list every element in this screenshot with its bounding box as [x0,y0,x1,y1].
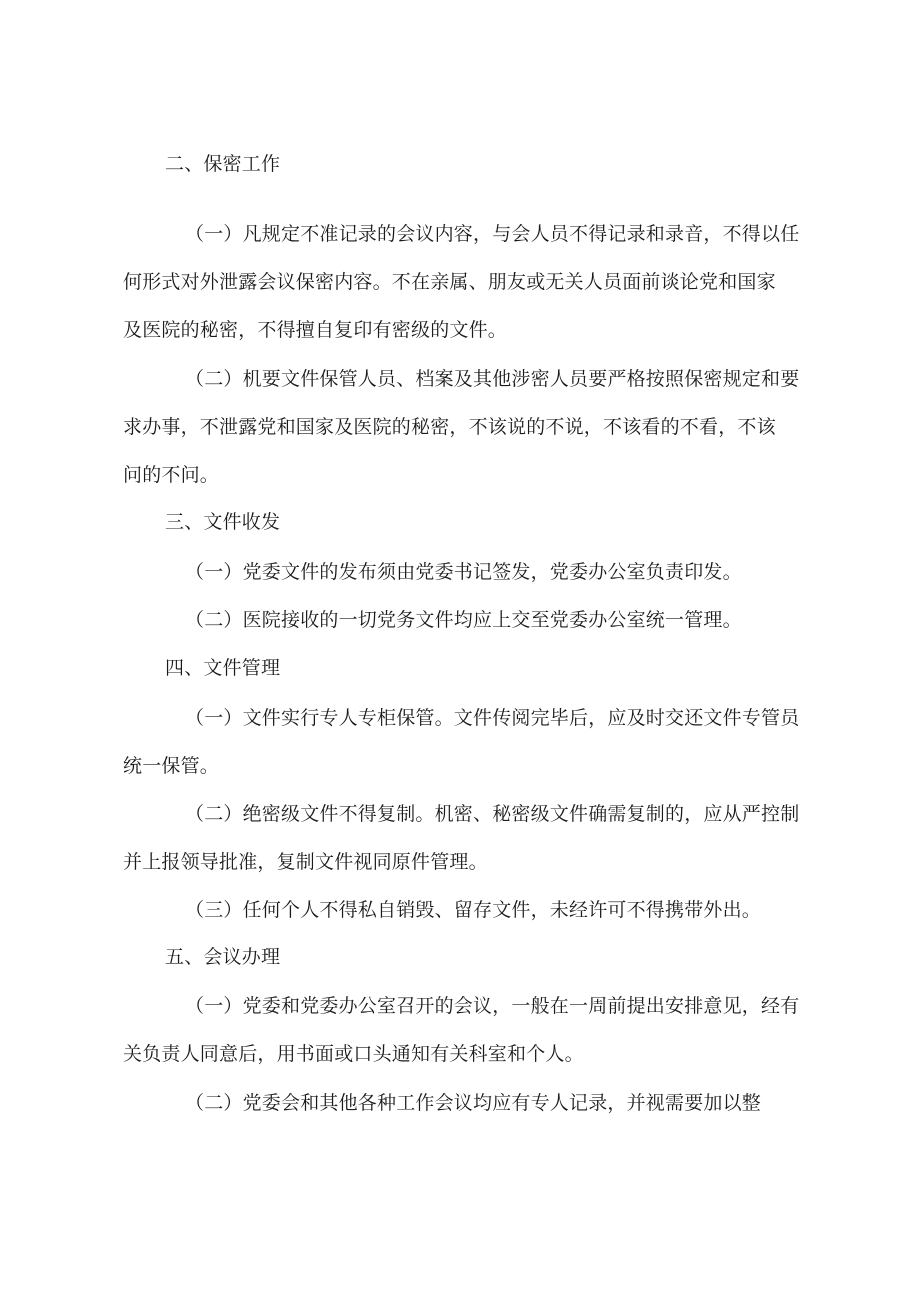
paragraph-line: （二）绝密级文件不得复制。机密、秘密级文件确需复制的，应从严控制 [185,803,800,825]
paragraph-line: 问的不问。 [123,464,220,486]
section-heading: 四、文件管理 [165,657,281,679]
section-heading: 五、会议办理 [165,946,281,968]
paragraph-line: （一）党委和党委办公室召开的会议，一般在一周前提出安排意见，经有 [185,995,800,1017]
paragraph-line: （一）凡规定不准记录的会议内容，与会人员不得记录和录音，不得以任 [185,223,800,245]
section-heading: 二、保密工作 [165,153,281,175]
paragraph-line: （二）党委会和其他各种工作会议均应有专人记录，并视需要加以整 [185,1092,762,1114]
paragraph-line: （一）文件实行专人专柜保管。文件传阅完毕后，应及时交还文件专管员 [185,707,800,729]
paragraph-line: 统一保管。 [123,755,220,777]
paragraph-line: （二）机要文件保管人员、档案及其他涉密人员要严格按照保密规定和要 [185,368,800,390]
paragraph-line: 求办事，不泄露党和国家及医院的秘密，不该说的不说，不该看的不看，不该 [123,416,776,438]
paragraph-line: （二）医院接收的一切党务文件均应上交至党委办公室统一管理。 [185,609,742,631]
paragraph-line: （三）任何个人不得私自销毁、留存文件，未经许可不得携带外出。 [185,899,762,921]
paragraph-line: 关负责人同意后，用书面或口头通知有关科室和个人。 [123,1043,584,1065]
paragraph-line: （一）党委文件的发布须由党委书记签发，党委办公室负责印发。 [185,561,742,583]
paragraph-line: 并上报领导批准，复制文件视同原件管理。 [123,851,488,873]
paragraph-line: 及医院的秘密，不得擅自复印有密级的文件。 [123,319,508,341]
paragraph-line: 何形式对外泄露会议保密内容。不在亲属、朋友或无关人员面前谈论党和国家 [123,271,776,293]
section-heading: 三、文件收发 [165,511,281,533]
